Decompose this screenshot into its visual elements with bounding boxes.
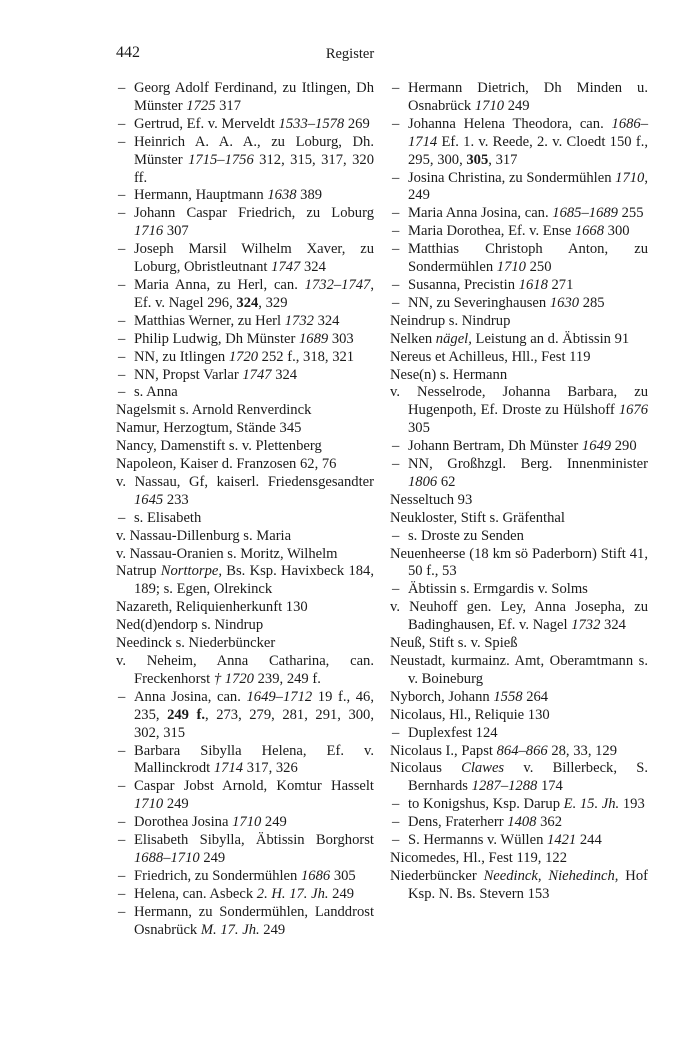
entry-text: Natrup — [116, 563, 161, 580]
entry-text: 28, 33, 129 — [547, 742, 618, 759]
index-subentry — [390, 456, 648, 492]
subentry-dash: – — [118, 814, 126, 831]
entry-text: 1689 — [299, 330, 329, 347]
entry-text: NN, zu Itlingen — [134, 348, 229, 365]
index-subentry — [116, 904, 374, 940]
entry-text: 389 — [296, 187, 323, 204]
subentry-dash: – — [392, 814, 400, 831]
index-entry — [390, 707, 648, 725]
entry-text: 1676 — [618, 402, 648, 419]
entry-text: 249 — [261, 814, 287, 831]
subentry-dash: – — [392, 115, 400, 132]
entry-text: 305 — [330, 867, 356, 884]
entry-text: 269 — [344, 115, 370, 132]
entry-text: Äbtissin s. Ermgardis v. Solms — [408, 581, 588, 598]
entry-text: Duplexfest 124 — [408, 724, 498, 741]
index-subentry — [116, 313, 374, 331]
entry-text: S. Hermanns v. Wüllen — [408, 832, 548, 849]
entry-text: 362 — [536, 814, 563, 831]
entry-text: 193 — [619, 796, 645, 813]
subentry-dash: – — [392, 438, 400, 455]
entry-text: M. 17. Jh. — [200, 921, 260, 938]
entry-text: 244 — [576, 832, 602, 849]
entry-text: NN, Großhzgl. Berg. Innenminister — [408, 456, 648, 473]
index-subentry — [116, 80, 374, 116]
entry-text: Nereus et Achilleus, Hll., Fest 119 — [390, 348, 591, 365]
index-subentry — [116, 331, 374, 349]
entry-text: Helena, can. Asbeck — [134, 885, 257, 902]
entry-text: 1710 — [232, 814, 262, 831]
entry-text: Nicomedes, Hl., Fest 119, 122 — [390, 849, 567, 866]
index-subentry — [116, 116, 374, 134]
index-entry — [390, 653, 648, 689]
entry-text: to Konigshus, Ksp. Darup — [408, 796, 564, 813]
entry-text: 1421 — [547, 832, 577, 849]
entry-text: Hof Ksp. N. Bs. Stevern 153 — [408, 867, 649, 902]
entry-text: Bs. Ksp. Havixbeck 184, 189; s. Egen, Olrekinck — [134, 563, 374, 598]
index-entry — [116, 474, 374, 510]
index-entry — [390, 313, 648, 331]
entry-text: Nagelsmit s. Arnold Renverdinck — [116, 402, 312, 419]
entry-text: v. Nassau-Oranien s. Moritz, Wilhelm — [116, 545, 338, 562]
entry-text: 305 — [408, 420, 430, 437]
entry-text: 1645 — [134, 491, 164, 508]
subentry-dash: – — [118, 115, 126, 132]
subentry-dash: – — [118, 187, 126, 204]
entry-text: 249 — [259, 921, 286, 938]
index-entry — [390, 689, 648, 707]
entry-text: 249 — [199, 849, 226, 866]
subentry-dash: – — [118, 330, 126, 347]
index-entry — [116, 617, 374, 635]
entry-text: 1710 — [134, 796, 164, 813]
subentry-dash: – — [392, 456, 400, 473]
subentry-dash: – — [118, 205, 126, 222]
entry-text: 1710 — [474, 97, 505, 114]
entry-text: Dens, Fraterherr — [408, 814, 508, 831]
index-entry — [116, 402, 374, 420]
entry-text: Matthias Werner, zu Herl — [134, 312, 285, 329]
entry-text: 239, 249 f. — [253, 670, 321, 687]
index-subentry — [390, 277, 648, 295]
index-column-left — [116, 80, 374, 940]
entry-text: 1732 — [571, 617, 601, 634]
index-entry — [390, 850, 648, 868]
entry-text: 1747 — [271, 259, 301, 276]
subentry-dash: – — [118, 276, 126, 293]
subentry-dash: – — [392, 223, 400, 240]
subentry-dash: – — [392, 241, 400, 258]
entry-text: Leistung an d. Äbtissin 91 — [471, 330, 630, 347]
entry-text: 864–866 — [496, 742, 548, 759]
entry-text: 264 — [522, 688, 549, 705]
entry-text: 1715–1756 — [188, 151, 254, 168]
entry-text: Nicolaus — [390, 760, 462, 777]
entry-text: 1710 — [496, 259, 526, 276]
entry-text: Heinrich A. A. A., zu Loburg, Dh. Münster — [134, 133, 374, 168]
entry-text: 317, 326 — [243, 760, 298, 777]
entry-text: Needinck, Niehedinch, — [483, 867, 619, 884]
index-subentry — [390, 796, 648, 814]
entry-text: Nicolaus, Hl., Reliquie 130 — [390, 706, 550, 723]
entry-text: Namur, Herzogtum, Stände 345 — [116, 420, 302, 437]
index-subentry — [390, 832, 648, 850]
index-entry — [116, 635, 374, 653]
entry-text: 1688–1710 — [134, 849, 200, 866]
entry-text: 290 — [611, 438, 637, 455]
entry-text: Nese(n) s. Hermann — [390, 366, 508, 383]
entry-text: 1649–1712 — [246, 688, 313, 705]
subentry-dash: – — [118, 80, 126, 96]
entry-text: 1638 — [267, 187, 297, 204]
entry-text: Neuß, Stift s. v. Spieß — [390, 635, 518, 652]
entry-text: 1649 — [581, 438, 612, 455]
entry-text: 1408 — [507, 814, 537, 831]
entry-text: , 273, 279, 281, 291, 300, 302, 315 — [134, 706, 374, 741]
subentry-dash: – — [392, 832, 400, 849]
subentry-dash: – — [118, 903, 126, 920]
entry-text: s. Elisabeth — [134, 509, 202, 526]
subentry-dash: – — [392, 581, 400, 598]
index-subentry — [390, 295, 648, 313]
subentry-dash: – — [118, 241, 126, 258]
entry-text: Elisabeth Sibylla, Äbtissin Borghorst — [134, 832, 374, 849]
subentry-dash: – — [392, 169, 400, 186]
entry-text: 249 — [328, 885, 355, 902]
entry-text: 324 — [236, 294, 259, 311]
subentry-dash: – — [118, 867, 126, 884]
entry-text: 1732 — [284, 312, 314, 329]
entry-text: Susanna, Precistin — [408, 276, 519, 293]
entry-text: 305 — [466, 151, 489, 168]
entry-text: , Ef. v. Nagel 296, — [134, 276, 374, 311]
entry-text: 1668 — [574, 223, 605, 240]
entry-text: Caspar Jobst Arnold, Komtur Hasselt — [134, 778, 374, 795]
entry-text: 317 — [215, 97, 242, 114]
entry-text: v. Nassau-Dillenburg s. Maria — [116, 527, 292, 544]
entry-text: Maria Anna, zu Herl, can. — [134, 276, 305, 293]
index-subentry — [390, 438, 648, 456]
index-subentry — [390, 725, 648, 743]
index-entry — [390, 331, 648, 349]
index-entry — [116, 653, 374, 689]
entry-text: v. Nassau, Gf, kaiserl. Friedensgesandter — [116, 473, 374, 490]
entry-text: 1685–1689 — [552, 205, 618, 222]
entry-text: Neuenheerse (18 km sö Paderborn) Stift 41, 50 f., 53 — [390, 545, 648, 580]
entry-text: Clawes — [461, 760, 505, 777]
entry-text: Ef. 1. v. Reede, 2. v. Cloedt 150 f., 295, 300, — [408, 133, 648, 168]
entry-text: 1533–1578 — [278, 115, 345, 132]
index-subentry — [116, 689, 374, 743]
entry-text: 255 — [617, 205, 644, 222]
entry-text: , 317 — [488, 151, 518, 168]
index-column-right — [390, 80, 648, 904]
entry-text: 1732–1747 — [304, 276, 371, 293]
entry-text: Needinck s. Niederbüncker — [116, 635, 276, 652]
entry-text: 1618 — [518, 276, 548, 293]
entry-text: NN, zu Severinghausen — [408, 294, 550, 311]
index-subentry — [390, 80, 648, 116]
entry-text: Ned(d)endorp s. Nindrup — [116, 617, 264, 634]
entry-text: Niederbüncker — [390, 867, 484, 884]
entry-text: 1725 — [186, 97, 216, 114]
entry-text: † 1720 — [213, 670, 254, 687]
entry-text: nägel, — [435, 330, 472, 347]
entry-text: 1714 — [213, 760, 244, 777]
running-head: Register — [325, 46, 375, 62]
entry-text: Norttorpe, — [160, 563, 222, 580]
subentry-dash: – — [118, 509, 126, 526]
entry-text: 252 f., 318, 321 — [258, 348, 355, 365]
index-entry — [390, 760, 648, 796]
index-entry — [116, 563, 374, 599]
index-subentry — [390, 116, 648, 170]
index-subentry — [116, 349, 374, 367]
entry-text: Johanna Helena Theodora, can. — [408, 115, 612, 132]
index-subentry — [390, 581, 648, 599]
index-entry — [390, 384, 648, 438]
subentry-dash: – — [118, 742, 126, 759]
entry-text: 249 — [504, 97, 530, 114]
entry-text: E. 15. Jh. — [563, 796, 620, 813]
entry-text: Hermann Dietrich, Dh Minden u. Osnabrück — [408, 80, 648, 114]
entry-text: 303 — [328, 330, 354, 347]
index-entry — [390, 349, 648, 367]
index-subentry — [116, 778, 374, 814]
index-entry — [116, 420, 374, 438]
index-subentry — [116, 205, 374, 241]
subentry-dash: – — [118, 832, 126, 849]
subentry-dash: – — [392, 294, 400, 311]
index-subentry — [116, 384, 374, 402]
subentry-dash: – — [118, 688, 126, 705]
page-number: 442 — [116, 44, 140, 61]
entry-text: Napoleon, Kaiser d. Franzosen 62, 76 — [116, 456, 337, 473]
entry-text: Anna Josina, can. — [134, 688, 247, 705]
entry-text: 1630 — [549, 294, 580, 311]
entry-text: , 329 — [258, 294, 288, 311]
index-subentry — [390, 241, 648, 277]
entry-text: 250 — [525, 259, 552, 276]
entry-text: 249 f. — [167, 706, 206, 723]
entry-text: 62 — [437, 473, 456, 490]
entry-text: Gertrud, Ef. v. Merveldt — [134, 115, 279, 132]
entry-text: 300 — [604, 223, 630, 240]
index-subentry — [116, 367, 374, 385]
index-entry — [390, 367, 648, 385]
index-entry — [116, 546, 374, 564]
entry-text: Philip Ludwig, Dh Münster — [134, 330, 299, 347]
subentry-dash: – — [118, 312, 126, 329]
entry-text: 307 — [163, 223, 189, 240]
entry-text: Maria Dorothea, Ef. v. Ense — [408, 223, 575, 240]
index-entry — [390, 546, 648, 582]
entry-text: Maria Anna Josina, can. — [408, 205, 553, 222]
entry-text: 271 — [547, 276, 574, 293]
subentry-dash: – — [118, 348, 126, 365]
entry-text: 233 — [163, 491, 189, 508]
entry-text: s. Anna — [134, 384, 178, 401]
index-subentry — [116, 814, 374, 832]
index-entry — [390, 868, 648, 904]
index-subentry — [390, 170, 648, 206]
index-entry — [390, 635, 648, 653]
entry-text: 1686 — [300, 867, 331, 884]
index-subentry — [390, 528, 648, 546]
index-subentry — [116, 134, 374, 188]
subentry-dash: – — [118, 366, 126, 383]
index-subentry — [116, 743, 374, 779]
subentry-dash: – — [392, 527, 400, 544]
entry-text: Hermann, zu Sondermühlen, Landdrost Osnabrück — [134, 903, 374, 938]
entry-text: Neustadt, kurmainz. Amt, Oberamtmann s. v. Boineburg — [390, 653, 648, 687]
entry-text: Nyborch, Johann — [390, 688, 494, 705]
index-subentry — [116, 832, 374, 868]
entry-text: s. Droste zu Senden — [408, 527, 524, 544]
index-entry — [116, 599, 374, 617]
subentry-dash: – — [392, 205, 400, 222]
subentry-dash: – — [392, 80, 400, 96]
entry-text: Matthias Christoph Anton, zu Sondermühlen — [408, 241, 648, 276]
entry-text: Friedrich, zu Sondermühlen — [134, 867, 301, 884]
entry-text: Joseph Marsil Wilhelm Xaver, zu Loburg, Obristleutnant — [134, 241, 374, 276]
entry-text: 312, 315, 317, 320 ff. — [134, 151, 374, 186]
index-entry — [390, 743, 648, 761]
entry-text: v. Nesselrode, Johanna Barbara, zu Hugenpoth, Ef. Droste zu Hülshoff — [390, 384, 648, 419]
entry-text: , 249 — [408, 169, 648, 204]
entry-text: 285 — [579, 294, 605, 311]
entry-text: Neukloster, Stift s. Gräfenthal — [390, 509, 565, 526]
entry-text: v. Billerbeck, S. Bernhards — [408, 760, 649, 795]
entry-text: 1287–1288 — [471, 778, 538, 795]
subentry-dash: – — [392, 276, 400, 293]
subentry-dash: – — [118, 778, 126, 795]
index-subentry — [116, 187, 374, 205]
entry-text: Dorothea Josina — [134, 814, 233, 831]
entry-text: v. Neuhoff gen. Ley, Anna Josepha, zu Badinghausen, Ef. v. Nagel — [390, 599, 648, 634]
index-subentry — [390, 205, 648, 223]
entry-text: Nancy, Damenstift s. v. Plettenberg — [116, 438, 322, 455]
subentry-dash: – — [118, 384, 126, 401]
entry-text: 324 — [313, 312, 340, 329]
index-entry — [116, 438, 374, 456]
index-entry — [390, 510, 648, 528]
entry-text: Josina Christina, zu Sondermühlen — [408, 169, 616, 186]
entry-text: Neindrup s. Nindrup — [390, 312, 511, 329]
entry-text: Nicolaus I., Papst — [390, 742, 497, 759]
entry-text: 1747 — [242, 366, 272, 383]
entry-text: 1558 — [493, 688, 523, 705]
subentry-dash: – — [118, 885, 126, 902]
index-entry — [390, 492, 648, 510]
entry-text: Johann Bertram, Dh Münster — [408, 438, 582, 455]
entry-text: 324 — [271, 366, 298, 383]
entry-text: Nazareth, Reliquienherkunft 130 — [116, 599, 308, 616]
entry-text: 1710 — [615, 169, 645, 186]
entry-text: Hermann, Hauptmann — [134, 187, 268, 204]
entry-text: 2. H. 17. Jh. — [256, 885, 329, 902]
index-entry — [390, 599, 648, 635]
entry-text: Barbara Sibylla Helena, Ef. v. Mallinckrodt — [134, 742, 374, 777]
subentry-dash: – — [392, 796, 400, 813]
index-subentry — [116, 510, 374, 528]
entry-text: 1716 — [134, 223, 164, 240]
entry-text: Nelken — [390, 330, 436, 347]
entry-text: 324 — [300, 259, 326, 276]
index-subentry — [116, 868, 374, 886]
index-subentry — [390, 814, 648, 832]
index-subentry — [390, 223, 648, 241]
entry-text: Georg Adolf Ferdinand, zu Itlingen, Dh Münster — [134, 80, 374, 114]
entry-text: Nesseltuch 93 — [390, 491, 473, 508]
entry-text: Johann Caspar Friedrich, zu Loburg — [134, 205, 374, 222]
subentry-dash: – — [118, 133, 126, 150]
entry-text: 1686–1714 — [408, 115, 648, 150]
index-subentry — [116, 886, 374, 904]
entry-text: 324 — [600, 617, 626, 634]
entry-text: 249 — [163, 796, 189, 813]
index-subentry — [116, 241, 374, 277]
entry-text: 174 — [537, 778, 563, 795]
entry-text: 1806 — [408, 473, 438, 490]
entry-text: 1720 — [228, 348, 259, 365]
index-entry — [116, 528, 374, 546]
subentry-dash: – — [392, 724, 400, 741]
index-entry — [116, 456, 374, 474]
entry-text: 19 f., 46, 235, — [134, 688, 374, 723]
entry-text: v. Neheim, Anna Catharina, can. Freckenhorst — [116, 653, 374, 687]
index-subentry — [116, 277, 374, 313]
entry-text: NN, Propst Varlar — [134, 366, 243, 383]
